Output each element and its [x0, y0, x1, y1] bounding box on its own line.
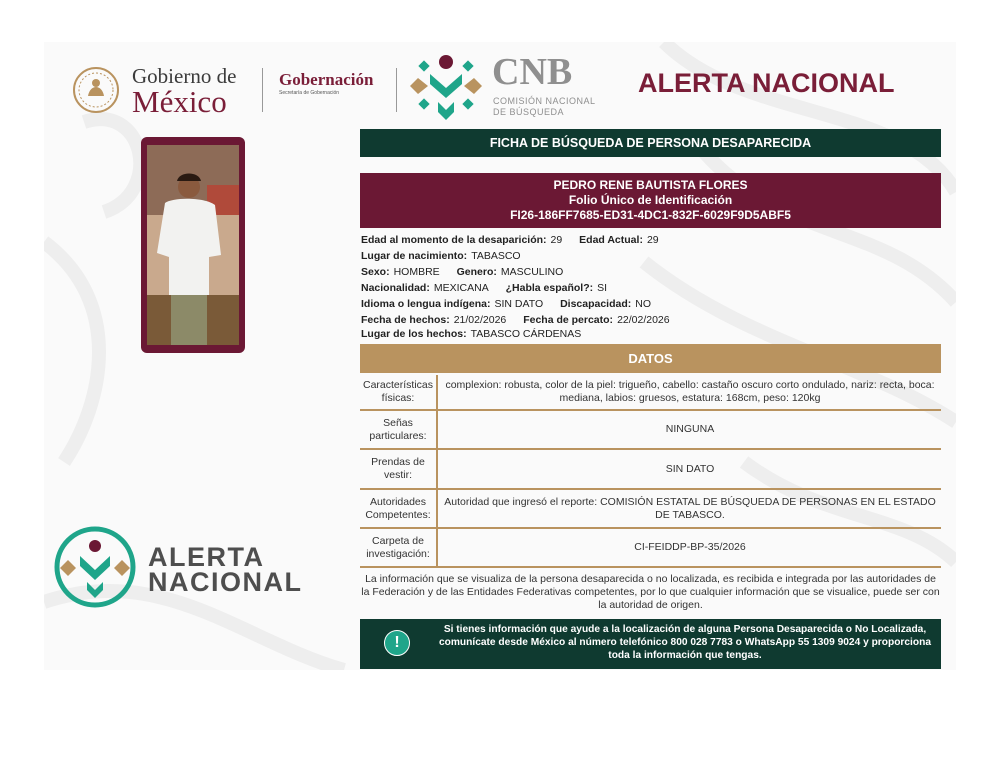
discapacidad-label: Discapacidad:	[560, 298, 632, 310]
edad-desaparicion-value: 29	[550, 234, 563, 246]
alerta-nacional-logo-icon	[54, 526, 136, 608]
cnb-logo-icon	[408, 48, 484, 124]
lugar-nacimiento-label: Lugar de nacimiento:	[361, 250, 468, 262]
fecha-percato-value: 22/02/2026	[617, 314, 670, 326]
edad-actual-label: Edad Actual:	[579, 234, 643, 246]
lugar-hechos-value: TABASCO CÁRDENAS	[470, 328, 582, 340]
folio-label: Folio Único de Identificación	[568, 193, 733, 207]
datos-row-label: Prendas de vestir:	[360, 450, 438, 488]
datos-row-value: Autoridad que ingresó el reporte: COMISIÓN ESTATAL DE BÚSQUEDA DE PERSONAS EN EL ESTADO DE TABASCO.	[444, 495, 936, 521]
genero-label: Genero:	[456, 266, 497, 278]
national-seal-icon	[72, 66, 120, 114]
contact-info-text: Si tienes información que ayude a la localización de alguna Persona Desaparecida o No Localizada, comunícate desde México al número telefónico 800 028 7783 o WhatsApp 55 1309 9024 y proporciona toda la información que tengas.	[438, 624, 931, 661]
header-divider	[262, 68, 263, 112]
cnb-subtitle-2: DE BÚSQUEDA	[493, 107, 565, 117]
idioma-value: SIN DATO	[494, 298, 544, 310]
fecha-percato-label: Fecha de percato:	[523, 314, 614, 326]
cnb-subtitle-1: COMISIÓN NACIONAL	[493, 96, 596, 106]
datos-row-value: NINGUNA	[665, 423, 715, 435]
detail-line-edad	[361, 234, 941, 246]
datos-row-value: CI-FEIDDP-BP-35/2026	[634, 541, 746, 553]
edad-desaparicion-label: Edad al momento de la desaparición:	[361, 234, 547, 246]
header-divider	[396, 68, 397, 112]
datos-row	[360, 411, 941, 450]
lugar-nacimiento-value: TABASCO	[471, 250, 521, 262]
habla-espanol-label: ¿Habla español?:	[505, 282, 594, 294]
detail-line-nacionalidad	[361, 282, 941, 294]
disclaimer-text: La información que se visualiza de la persona desaparecida o no localizada, es recibida e integrada por las autoridades de la Federación y de las Entidades Federativas competentes, por lo que cualquier información que se visualice, puede ser con la autoridad de origen.	[361, 573, 940, 611]
alerta-nacional-title: ALERTA NACIONAL	[638, 68, 895, 98]
genero-value: MASCULINO	[500, 266, 564, 278]
gobernacion-logo-text: Gobernación	[279, 70, 374, 89]
person-photo-frame	[141, 137, 245, 353]
exclamation-icon: !	[384, 630, 410, 656]
datos-row-label: Señas particulares:	[360, 411, 438, 448]
fecha-hechos-value: 21/02/2026	[453, 314, 507, 326]
nacionalidad-label: Nacionalidad:	[361, 282, 430, 294]
datos-row-value: complexion: robusta, color de la piel: trigueño, cabello: castaño oscuro corto ondulado, nariz: recta, boca: mediana, labios: gruesos, estatura: 168cm, peso: 120kg	[445, 379, 935, 404]
datos-row	[360, 529, 941, 568]
habla-espanol-value: SI	[597, 282, 608, 294]
sexo-label: Sexo:	[361, 266, 390, 278]
nacionalidad-value: MEXICANA	[433, 282, 489, 294]
alerta-logo-line2: NACIONAL	[148, 567, 303, 597]
idioma-label: Idioma o lengua indígena:	[361, 298, 491, 310]
person-name-box	[360, 173, 941, 228]
datos-row	[360, 450, 941, 490]
datos-row	[360, 490, 941, 529]
gobierno-mexico-logo	[72, 60, 252, 119]
detail-line-idioma	[361, 298, 941, 310]
discapacidad-value: NO	[635, 298, 652, 310]
gobierno-line1: Gobierno de	[132, 64, 237, 88]
gobernacion-subtitle: Secretaría de Gobernación	[279, 90, 340, 96]
detail-line-nacimiento	[361, 250, 941, 262]
person-name: PEDRO RENE BAUTISTA FLORES	[553, 178, 748, 192]
folio-value: FI26-186FF7685-ED31-4DC1-832F-6029F9D5ABF5	[510, 208, 791, 222]
datos-row-label: Carpeta de investigación:	[360, 529, 438, 566]
detail-line-lugar-hechos	[361, 328, 941, 340]
detail-line-sexo	[361, 266, 941, 278]
alerta-logo-line1: ALERTA	[148, 542, 265, 572]
ficha-title-bar: FICHA DE BÚSQUEDA DE PERSONA DESAPARECIDA	[360, 129, 941, 157]
search-sheet	[44, 42, 956, 670]
fecha-hechos-label: Fecha de hechos:	[361, 314, 450, 326]
datos-row-label: Autoridades Competentes:	[360, 490, 438, 527]
datos-title-bar: DATOS	[360, 344, 941, 373]
cnb-logo-text: CNB	[492, 51, 573, 93]
edad-actual-value: 29	[646, 234, 659, 246]
datos-row	[360, 375, 941, 411]
datos-row-value: SIN DATO	[665, 462, 715, 475]
person-photo	[147, 145, 239, 345]
detail-line-fechas	[361, 314, 941, 326]
datos-row-label: Características físicas:	[360, 375, 438, 409]
lugar-hechos-label: Lugar de los hechos:	[361, 328, 467, 340]
contact-info-box	[360, 619, 941, 669]
gobierno-line2: México	[132, 84, 227, 119]
sexo-value: HOMBRE	[393, 266, 440, 278]
